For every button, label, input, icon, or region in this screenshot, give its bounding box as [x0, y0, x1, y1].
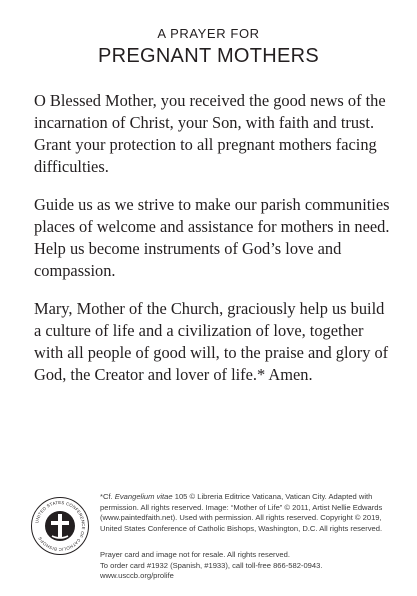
copyright-footnote: [100, 492, 390, 534]
usccb-seal-icon: [30, 496, 90, 556]
prayer-paragraph-2: Guide us as we strive to make our parish communities places of welcome and assistance for mothers in need. Help us become instruments of God’s love and compassion.: [34, 195, 390, 280]
prayer-paragraph-3: Mary, Mother of the Church, graciously help us build a culture of life and a civilization of love, together with all people of good will, to the praise and glory of God, the Creator and lover of life.* Amen.: [34, 299, 389, 384]
order-info: [100, 550, 390, 582]
prayer-title: PREGNANT MOTHERS: [97, 45, 320, 67]
order-line: To order card #1932 (Spanish, #1933), call toll-free 866-582-0943.: [100, 560, 323, 570]
svg-text:UNITED STATES CONFERENCE OF CA: UNITED STATES CONFERENCE OF CATHOLIC BISHOPS: [34, 499, 87, 553]
prayer-kicker: A PRAYER FOR: [157, 26, 260, 41]
card-header: [0, 26, 417, 68]
resale-notice: Prayer card and image not for resale. All rights reserved.: [100, 550, 290, 559]
footnote-rest: 105 © Libreria Editrice Vaticana, Vatican City. Adapted with permission. All rights reserved. Image: “Mother of Life” © 2011, Artist Nellie Edwards (www.paintedfaith.net). Used with permission. All rights reserved. Copyright © 2019, United States Conference of Catholic Bishops, Washington, D.C. All rights reserved.: [100, 492, 383, 533]
prayer-body: [34, 90, 394, 402]
footnote-source-title: Evangelium vitae: [114, 492, 173, 501]
footnote-text: [100, 492, 390, 534]
prayer-paragraph-1: O Blessed Mother, you received the good news of the incarnation of Christ, your Son, with faith and trust. Grant your protection to all pregnant mothers facing difficulties.: [34, 91, 386, 176]
footnote-prefix: *Cf.: [100, 492, 115, 501]
website-link[interactable]: www.usccb.org/prolife: [100, 571, 174, 581]
